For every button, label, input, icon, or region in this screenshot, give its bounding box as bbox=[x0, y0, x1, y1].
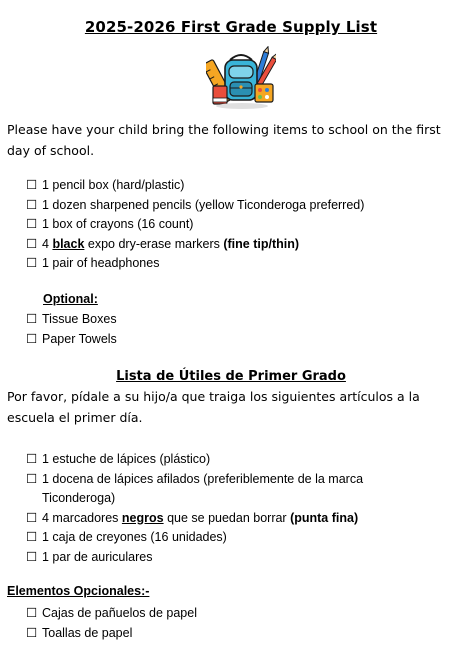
list-item: ☐ Cajas de pañuelos de papel bbox=[26, 604, 446, 624]
checkbox-icon: ☐ bbox=[26, 625, 38, 640]
checkbox-icon: ☐ bbox=[26, 331, 38, 346]
list-item: ☐ 1 caja de creyones (16 unidades) bbox=[26, 528, 436, 548]
list-item: ☐ Tissue Boxes bbox=[26, 310, 446, 330]
checkbox-icon: ☐ bbox=[26, 236, 38, 251]
spanish-optional-heading: Elementos Opcionales:- bbox=[7, 584, 150, 598]
list-item: ☐ 1 par de auriculares bbox=[26, 548, 436, 568]
english-supply-list bbox=[26, 176, 446, 274]
optional-heading: Optional: bbox=[43, 292, 98, 306]
emphasis-tip: (fine tip/thin) bbox=[223, 236, 300, 251]
spanish-supply-list bbox=[26, 450, 436, 567]
school-backpack-supplies-icon bbox=[206, 46, 276, 110]
emphasis-black: black bbox=[52, 236, 85, 251]
checkbox-icon: ☐ bbox=[26, 197, 38, 212]
checkbox-icon: ☐ bbox=[26, 530, 38, 544]
checkbox-icon: ☐ bbox=[26, 549, 38, 564]
spanish-intro: Por favor, pídale a su hijo/a que traiga los siguientes artículos a la escuela el primer día. bbox=[7, 389, 420, 425]
list-item: ☐ 1 pencil box (hard/plastic) bbox=[26, 176, 446, 196]
list-item: ☐ Toallas de papel bbox=[26, 624, 446, 644]
checkbox-icon: ☐ bbox=[26, 312, 38, 326]
spanish-heading: Lista de Útiles de Primer Grado bbox=[116, 369, 346, 384]
list-item: ☐ 4 marcadores negros que se puedan borrar (punta fina) bbox=[26, 509, 436, 529]
page-title: 2025-2026 First Grade Supply List bbox=[84, 18, 378, 36]
checkbox-icon: ☐ bbox=[26, 217, 38, 231]
list-item: ☐ Paper Towels bbox=[26, 330, 446, 350]
checkbox-icon: ☐ bbox=[26, 471, 38, 486]
checkbox-icon: ☐ bbox=[26, 256, 38, 270]
list-item: ☐ 1 box of crayons (16 count) bbox=[26, 215, 446, 235]
list-item: ☐ 4 black expo dry-erase markers (fine tip/thin) bbox=[26, 235, 446, 255]
emphasis-punta: (punta fina) bbox=[290, 510, 359, 525]
english-optional-list bbox=[26, 310, 446, 349]
list-item: ☐ 1 dozen sharpened pencils (yellow Ticonderoga preferred) bbox=[26, 196, 446, 216]
list-item: ☐ 1 estuche de lápices (plástico) bbox=[26, 450, 436, 470]
checkbox-icon: ☐ bbox=[26, 510, 38, 525]
checkbox-icon: ☐ bbox=[26, 178, 38, 192]
list-item: ☐ 1 docena de lápices afilados (preferiblemente de la marca Ticonderoga) bbox=[26, 470, 436, 509]
checkbox-icon: ☐ bbox=[26, 452, 38, 466]
checkbox-icon: ☐ bbox=[26, 606, 38, 620]
emphasis-negros: negros bbox=[121, 510, 164, 525]
english-intro: Please have your child bring the following items to school on the first day of school. bbox=[7, 122, 441, 158]
list-item: ☐ 1 pair of headphones bbox=[26, 254, 446, 274]
spanish-optional-list bbox=[26, 604, 446, 643]
